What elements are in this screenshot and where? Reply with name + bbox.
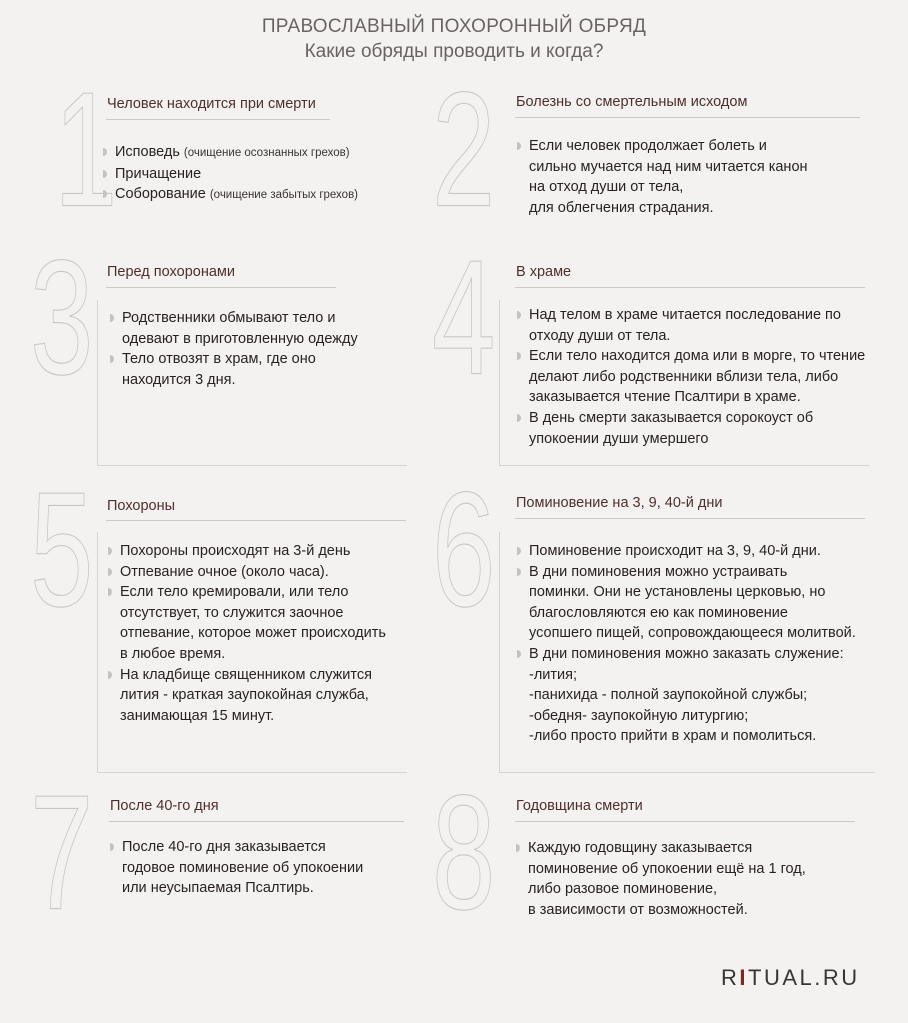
step-list-1 xyxy=(115,142,405,206)
list-item: Над телом в храме читается последование по отходу души от тела. xyxy=(529,305,874,346)
list-item: Причащение xyxy=(115,164,405,185)
list-item: Соборование (очищение забытых грехов) xyxy=(115,184,405,206)
card-frame-bottom xyxy=(499,465,869,466)
step-list-5 xyxy=(120,541,410,726)
step-card-5 xyxy=(30,458,410,777)
step-list-4 xyxy=(529,305,874,449)
card-frame-bottom xyxy=(97,772,407,773)
step-list-6 xyxy=(529,541,879,747)
step-card-7 xyxy=(30,761,410,950)
list-item: Если человек продолжает болеть и сильно мучается над ним читается канон на отход души от тела, для облегчения страдания. xyxy=(529,136,869,218)
step-number-7: 7 xyxy=(30,761,94,944)
list-item: В дни поминовения можно устраивать поминки. Они не установлены церковью, но благословляются ею как поминовение усопшего пищей, сопровождающееся молитвой. xyxy=(529,562,879,644)
page-subtitle: Какие обряды проводить и когда? xyxy=(304,41,604,62)
heading-underline-4 xyxy=(515,287,865,288)
list-item: Поминовение происходит на 3, 9, 40-й дни. xyxy=(529,541,879,562)
step-heading-2: Болезнь со смертельным исходом xyxy=(516,94,748,110)
step-card-2 xyxy=(432,58,872,245)
list-item: Похороны происходят на 3-й день xyxy=(120,541,410,562)
step-heading-6: Поминовение на 3, 9, 40-й дни xyxy=(516,495,723,511)
page-header xyxy=(0,14,908,64)
step-number-3: 3 xyxy=(30,226,94,409)
step-number-8: 8 xyxy=(432,761,496,944)
step-list-8 xyxy=(528,838,868,920)
list-item: Исповедь (очищение осознанных грехов) xyxy=(115,142,405,164)
step-number-6: 6 xyxy=(432,458,496,641)
heading-underline-3 xyxy=(106,287,336,288)
step-card-3 xyxy=(30,226,410,470)
step-heading-4: В храме xyxy=(516,264,572,280)
step-card-4 xyxy=(432,226,877,470)
step-list-3 xyxy=(122,308,402,390)
step-card-1 xyxy=(50,58,410,245)
list-item: Если тело кремировали, или тело отсутствует, то служится заочное отпевание, которое может происходить в любое время. xyxy=(120,582,410,664)
card-frame-left xyxy=(97,300,98,465)
step-number-2: 2 xyxy=(432,58,496,241)
list-item: После 40-го дня заказывается годовое поминовение об упокоении или неусыпаемая Псалтирь. xyxy=(122,837,412,899)
card-frame-bottom xyxy=(499,772,874,773)
step-card-6 xyxy=(432,458,882,777)
step-heading-5: Похороны xyxy=(107,498,176,514)
step-number-5: 5 xyxy=(30,458,94,641)
step-number-4: 4 xyxy=(432,226,496,409)
heading-underline-1 xyxy=(106,119,330,120)
step-heading-7: После 40-го дня xyxy=(110,798,219,814)
list-item: В дни поминовения можно заказать служение: -лития; -панихида - полной заупокойной службы; -обедня- заупокойную литургию; -либо просто прийти в храм и помолиться. xyxy=(529,644,879,747)
card-frame-left xyxy=(97,532,98,772)
card-frame-left xyxy=(499,300,500,465)
ritual-logo[interactable]: RITUAL.RU xyxy=(721,965,860,990)
step-card-8 xyxy=(432,761,877,950)
step-list-2 xyxy=(529,136,869,218)
logo-mark: I xyxy=(739,965,749,990)
step-heading-8: Годовщина смерти xyxy=(516,798,643,814)
list-item: Отпевание очное (около часа). xyxy=(120,562,410,583)
step-number-1: 1 xyxy=(54,58,118,241)
heading-underline-8 xyxy=(515,821,855,822)
heading-underline-7 xyxy=(109,821,404,822)
list-item: На кладбище священником служится лития - краткая заупокойная служба, занимающая 15 минут. xyxy=(120,665,410,727)
list-item: Если тело находится дома или в морге, то чтение делают либо родственники вблизи тела, либо заказывается чтение Псалтири в храме. xyxy=(529,346,874,408)
card-frame-bottom xyxy=(97,465,407,466)
list-item: Родственники обмывают тело и одевают в приготовленную одежду xyxy=(122,308,402,349)
card-frame-left xyxy=(499,532,500,772)
list-item: Каждую годовщину заказывается поминовение об упокоении ещё на 1 год, либо разовое поминовение, в зависимости от возможностей. xyxy=(528,838,868,920)
step-heading-3: Перед похоронами xyxy=(107,264,235,280)
step-list-7 xyxy=(122,837,412,899)
list-item: В день смерти заказывается сорокоуст об упокоении души умершего xyxy=(529,408,874,449)
heading-underline-2 xyxy=(515,117,860,118)
page-title: ПРАВОСЛАВНЫЙ ПОХОРОННЫЙ ОБРЯД xyxy=(261,16,647,37)
heading-underline-6 xyxy=(515,518,865,519)
list-item: Тело отвозят в храм, где оно находится 3 дня. xyxy=(122,349,402,390)
heading-underline-5 xyxy=(106,520,406,521)
step-heading-1: Человек находится при смерти xyxy=(107,96,316,112)
